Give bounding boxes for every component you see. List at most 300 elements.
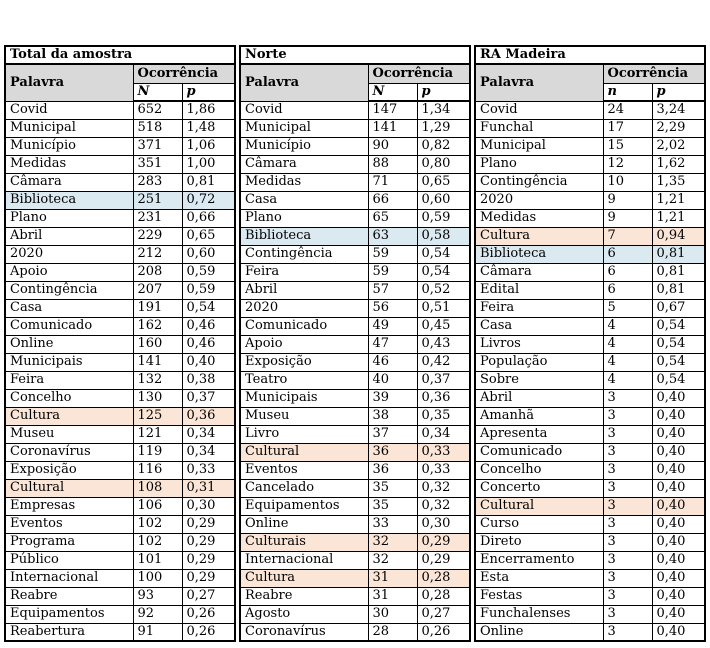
n-cell: 162: [133, 317, 182, 335]
n-cell: 93: [133, 587, 182, 605]
p-cell: 0,54: [652, 317, 705, 335]
word-cell: Eventos: [240, 461, 368, 479]
table-title-row: [475, 46, 705, 64]
p-cell: 0,36: [182, 407, 235, 425]
n-cell: 3: [603, 515, 652, 533]
word-cell: Empresas: [5, 497, 133, 515]
n-cell: 46: [368, 353, 417, 371]
word-cell: 2020: [240, 299, 368, 317]
word-cell: Contingência: [240, 245, 368, 263]
n-cell: 92: [133, 605, 182, 623]
n-cell: 3: [603, 479, 652, 497]
word-cell: Municipal: [240, 119, 368, 137]
word-cell: Festas: [475, 587, 603, 605]
table-row: [5, 155, 235, 173]
n-cell: 207: [133, 281, 182, 299]
p-cell: 0,67: [652, 299, 705, 317]
word-cell: Biblioteca: [240, 227, 368, 245]
n-cell: 71: [368, 173, 417, 191]
p-cell: 0,34: [417, 425, 470, 443]
table-row: [240, 173, 470, 191]
p-cell: 0,81: [652, 245, 705, 263]
word-cell: Câmara: [475, 263, 603, 281]
occurrence-column-header: Ocorrência: [603, 64, 705, 83]
table-title-row: [240, 46, 470, 64]
table-row: [475, 443, 705, 461]
table-row: [5, 227, 235, 245]
n-cell: 4: [603, 353, 652, 371]
word-cell: Plano: [5, 209, 133, 227]
table-row: [475, 209, 705, 227]
word-cell: Museu: [240, 407, 368, 425]
table-row: [240, 353, 470, 371]
n-cell: 100: [133, 569, 182, 587]
word-cell: Medidas: [240, 173, 368, 191]
table-row: [5, 173, 235, 191]
word-cell: Comunicado: [240, 317, 368, 335]
p-cell: 1,35: [652, 173, 705, 191]
p-cell: 0,46: [182, 335, 235, 353]
word-cell: Teatro: [240, 371, 368, 389]
p-cell: 0,54: [652, 335, 705, 353]
p-cell: 0,40: [652, 389, 705, 407]
n-subheader: N: [133, 83, 182, 101]
p-cell: 1,34: [417, 101, 470, 119]
table-row: [240, 299, 470, 317]
word-cell: Cancelado: [240, 479, 368, 497]
p-cell: 0,43: [417, 335, 470, 353]
word-cell: Municipal: [475, 137, 603, 155]
p-cell: 1,29: [417, 119, 470, 137]
table-row: [5, 335, 235, 353]
word-cell: 2020: [475, 191, 603, 209]
n-subheader: n: [603, 83, 652, 101]
p-cell: 0,37: [182, 389, 235, 407]
word-cell: Sobre: [475, 371, 603, 389]
word-cell: Comunicado: [475, 443, 603, 461]
table-row: [240, 497, 470, 515]
word-cell: Concelho: [5, 389, 133, 407]
n-cell: 39: [368, 389, 417, 407]
occurrence-column-header: Ocorrência: [368, 64, 470, 83]
n-cell: 351: [133, 155, 182, 173]
n-cell: 37: [368, 425, 417, 443]
n-cell: 38: [368, 407, 417, 425]
n-cell: 3: [603, 407, 652, 425]
p-cell: 0,40: [652, 533, 705, 551]
n-cell: 28: [368, 623, 417, 641]
n-cell: 102: [133, 533, 182, 551]
n-cell: 4: [603, 335, 652, 353]
n-cell: 57: [368, 281, 417, 299]
p-subheader: p: [182, 83, 235, 101]
table-row: [240, 209, 470, 227]
word-cell: Covid: [240, 101, 368, 119]
table-row: [5, 281, 235, 299]
word-cell: Culturais: [240, 533, 368, 551]
table-row: [475, 335, 705, 353]
n-cell: 36: [368, 461, 417, 479]
table-row: [475, 281, 705, 299]
n-cell: 106: [133, 497, 182, 515]
table-row: [240, 533, 470, 551]
word-cell: Coronavírus: [240, 623, 368, 641]
word-cell: Internacional: [5, 569, 133, 587]
header-row-1: [240, 64, 470, 83]
p-subheader: p: [652, 83, 705, 101]
p-cell: 1,21: [652, 191, 705, 209]
table-row: [5, 119, 235, 137]
p-cell: 0,45: [417, 317, 470, 335]
table-row: [5, 191, 235, 209]
p-cell: 0,32: [417, 479, 470, 497]
table-row: [475, 245, 705, 263]
p-cell: 0,30: [182, 497, 235, 515]
table-row: [5, 425, 235, 443]
n-cell: 3: [603, 425, 652, 443]
p-cell: 0,29: [182, 569, 235, 587]
word-cell: População: [475, 353, 603, 371]
table-row: [475, 173, 705, 191]
word-cell: Abril: [475, 389, 603, 407]
n-cell: 251: [133, 191, 182, 209]
word-column-header: Palavra: [240, 64, 368, 101]
p-cell: 0,40: [652, 515, 705, 533]
n-cell: 40: [368, 371, 417, 389]
n-cell: 147: [368, 101, 417, 119]
word-cell: Livros: [475, 335, 603, 353]
p-cell: 0,54: [652, 371, 705, 389]
table-row: [5, 533, 235, 551]
word-cell: Internacional: [240, 551, 368, 569]
p-cell: 0,27: [182, 587, 235, 605]
header-row-1: [5, 64, 235, 83]
n-cell: 59: [368, 263, 417, 281]
table-row: [5, 479, 235, 497]
occurrence-column-header: Ocorrência: [133, 64, 235, 83]
n-cell: 30: [368, 605, 417, 623]
p-cell: 0,40: [652, 551, 705, 569]
n-cell: 160: [133, 335, 182, 353]
p-cell: 0,82: [417, 137, 470, 155]
n-cell: 130: [133, 389, 182, 407]
word-cell: Municipais: [240, 389, 368, 407]
p-cell: 0,40: [182, 353, 235, 371]
word-cell: Município: [5, 137, 133, 155]
table-row: [5, 389, 235, 407]
table-title-row: [5, 46, 235, 64]
table-title: RA Madeira: [475, 46, 705, 64]
p-cell: 0,27: [417, 605, 470, 623]
table-row: [475, 227, 705, 245]
word-cell: Apoio: [5, 263, 133, 281]
p-cell: 0,81: [182, 173, 235, 191]
p-cell: 0,40: [652, 569, 705, 587]
table-row: [240, 317, 470, 335]
word-cell: Municipais: [5, 353, 133, 371]
table-row: [240, 569, 470, 587]
table-row: [240, 479, 470, 497]
table-row: [5, 623, 235, 641]
stats-table-total-da-amostra: [4, 45, 236, 642]
table-row: [5, 263, 235, 281]
n-cell: 3: [603, 443, 652, 461]
word-cell: Biblioteca: [475, 245, 603, 263]
p-cell: 0,81: [652, 281, 705, 299]
n-cell: 3: [603, 389, 652, 407]
p-cell: 1,86: [182, 101, 235, 119]
table-row: [240, 119, 470, 137]
n-cell: 3: [603, 605, 652, 623]
word-cell: Concelho: [475, 461, 603, 479]
word-cell: Apoio: [240, 335, 368, 353]
word-cell: Funchalenses: [475, 605, 603, 623]
p-cell: 0,29: [182, 533, 235, 551]
word-cell: Concerto: [475, 479, 603, 497]
word-cell: Direto: [475, 533, 603, 551]
p-subheader: p: [417, 83, 470, 101]
n-cell: 4: [603, 317, 652, 335]
p-cell: 0,60: [182, 245, 235, 263]
word-cell: Covid: [475, 101, 603, 119]
n-cell: 371: [133, 137, 182, 155]
word-cell: Online: [5, 335, 133, 353]
p-cell: 1,62: [652, 155, 705, 173]
p-cell: 0,30: [417, 515, 470, 533]
table-row: [5, 317, 235, 335]
table-row: [475, 191, 705, 209]
table-row: [5, 461, 235, 479]
table-row: [5, 443, 235, 461]
word-cell: Agosto: [240, 605, 368, 623]
table-row: [240, 371, 470, 389]
table-row: [475, 461, 705, 479]
p-cell: 0,34: [182, 425, 235, 443]
p-cell: 0,26: [182, 623, 235, 641]
word-cell: Online: [475, 623, 603, 641]
table-row: [240, 101, 470, 119]
table-row: [5, 209, 235, 227]
word-cell: Público: [5, 551, 133, 569]
n-cell: 3: [603, 497, 652, 515]
table-row: [475, 605, 705, 623]
word-column-header: Palavra: [475, 64, 603, 101]
table-title: Total da amostra: [5, 46, 235, 64]
p-cell: 0,28: [417, 569, 470, 587]
word-cell: Cultural: [240, 443, 368, 461]
table-row: [475, 371, 705, 389]
table-row: [475, 137, 705, 155]
word-cell: Reabertura: [5, 623, 133, 641]
word-cell: Municipal: [5, 119, 133, 137]
n-cell: 32: [368, 533, 417, 551]
n-cell: 36: [368, 443, 417, 461]
table-row: [475, 299, 705, 317]
p-cell: 0,33: [417, 443, 470, 461]
word-cell: Funchal: [475, 119, 603, 137]
word-cell: Encerramento: [475, 551, 603, 569]
n-cell: 212: [133, 245, 182, 263]
n-cell: 9: [603, 191, 652, 209]
n-cell: 9: [603, 209, 652, 227]
p-cell: 0,80: [417, 155, 470, 173]
word-cell: Curso: [475, 515, 603, 533]
word-cell: Casa: [475, 317, 603, 335]
p-cell: 2,29: [652, 119, 705, 137]
n-cell: 6: [603, 281, 652, 299]
table-row: [475, 623, 705, 641]
table-row: [475, 263, 705, 281]
table-row: [240, 461, 470, 479]
p-cell: 0,33: [182, 461, 235, 479]
word-cell: Plano: [240, 209, 368, 227]
n-cell: 5: [603, 299, 652, 317]
word-cell: Edital: [475, 281, 603, 299]
n-cell: 56: [368, 299, 417, 317]
table-row: [240, 623, 470, 641]
word-cell: Feira: [475, 299, 603, 317]
word-cell: Cultura: [475, 227, 603, 245]
p-cell: 0,36: [417, 389, 470, 407]
n-cell: 191: [133, 299, 182, 317]
n-cell: 91: [133, 623, 182, 641]
table-row: [5, 299, 235, 317]
n-cell: 65: [368, 209, 417, 227]
p-cell: 1,21: [652, 209, 705, 227]
n-cell: 3: [603, 587, 652, 605]
table-row: [475, 407, 705, 425]
word-cell: Abril: [5, 227, 133, 245]
p-cell: 0,40: [652, 479, 705, 497]
header-row-1: [475, 64, 705, 83]
n-cell: 141: [368, 119, 417, 137]
n-cell: 125: [133, 407, 182, 425]
n-cell: 59: [368, 245, 417, 263]
p-cell: 0,37: [417, 371, 470, 389]
table-row: [240, 587, 470, 605]
n-cell: 31: [368, 587, 417, 605]
n-cell: 7: [603, 227, 652, 245]
n-cell: 15: [603, 137, 652, 155]
word-cell: Câmara: [240, 155, 368, 173]
n-cell: 35: [368, 497, 417, 515]
n-cell: 231: [133, 209, 182, 227]
table-row: [5, 371, 235, 389]
table-row: [240, 425, 470, 443]
p-cell: 0,54: [652, 353, 705, 371]
word-cell: Cultura: [240, 569, 368, 587]
n-cell: 47: [368, 335, 417, 353]
table-row: [475, 551, 705, 569]
table-row: [475, 353, 705, 371]
n-cell: 33: [368, 515, 417, 533]
p-cell: 0,40: [652, 587, 705, 605]
word-cell: Feira: [5, 371, 133, 389]
p-cell: 0,40: [652, 623, 705, 641]
table-row: [240, 335, 470, 353]
n-cell: 24: [603, 101, 652, 119]
p-cell: 0,40: [652, 443, 705, 461]
word-cell: Cultural: [475, 497, 603, 515]
table-row: [5, 587, 235, 605]
table-row: [5, 551, 235, 569]
p-cell: 0,40: [652, 497, 705, 515]
p-cell: 0,40: [652, 407, 705, 425]
table-row: [475, 119, 705, 137]
word-cell: Medidas: [5, 155, 133, 173]
p-cell: 0,31: [182, 479, 235, 497]
table-row: [240, 191, 470, 209]
word-cell: Equipamentos: [5, 605, 133, 623]
table-row: [5, 605, 235, 623]
n-cell: 101: [133, 551, 182, 569]
table-row: [475, 587, 705, 605]
table-row: [240, 551, 470, 569]
n-cell: 6: [603, 263, 652, 281]
p-cell: 0,72: [182, 191, 235, 209]
p-cell: 3,24: [652, 101, 705, 119]
p-cell: 0,65: [417, 173, 470, 191]
stats-table-norte: [239, 45, 471, 642]
table-row: [5, 137, 235, 155]
word-cell: Exposição: [5, 461, 133, 479]
p-cell: 0,94: [652, 227, 705, 245]
table-row: [5, 353, 235, 371]
n-cell: 229: [133, 227, 182, 245]
n-cell: 3: [603, 623, 652, 641]
p-cell: 0,52: [417, 281, 470, 299]
table-row: [475, 533, 705, 551]
n-cell: 121: [133, 425, 182, 443]
p-cell: 0,28: [417, 587, 470, 605]
word-cell: Online: [240, 515, 368, 533]
p-cell: 0,29: [182, 515, 235, 533]
table-row: [240, 263, 470, 281]
n-cell: 66: [368, 191, 417, 209]
table-row: [5, 407, 235, 425]
word-occurrence-tables: [4, 45, 706, 642]
p-cell: 0,38: [182, 371, 235, 389]
table-row: [475, 155, 705, 173]
p-cell: 0,65: [182, 227, 235, 245]
p-cell: 0,54: [417, 245, 470, 263]
n-cell: 119: [133, 443, 182, 461]
word-cell: Casa: [240, 191, 368, 209]
word-cell: 2020: [5, 245, 133, 263]
p-cell: 1,48: [182, 119, 235, 137]
n-cell: 10: [603, 173, 652, 191]
p-cell: 0,29: [417, 533, 470, 551]
word-cell: Abril: [240, 281, 368, 299]
n-cell: 652: [133, 101, 182, 119]
n-cell: 88: [368, 155, 417, 173]
word-cell: Amanhã: [475, 407, 603, 425]
word-cell: Contingência: [475, 173, 603, 191]
table-row: [5, 569, 235, 587]
word-cell: Cultura: [5, 407, 133, 425]
table-row: [475, 389, 705, 407]
table-row: [240, 245, 470, 263]
p-cell: 0,34: [182, 443, 235, 461]
p-cell: 0,42: [417, 353, 470, 371]
table-row: [240, 389, 470, 407]
p-cell: 0,26: [182, 605, 235, 623]
word-cell: Coronavírus: [5, 443, 133, 461]
p-cell: 0,59: [182, 263, 235, 281]
word-cell: Exposição: [240, 353, 368, 371]
word-column-header: Palavra: [5, 64, 133, 101]
p-cell: 0,29: [417, 551, 470, 569]
